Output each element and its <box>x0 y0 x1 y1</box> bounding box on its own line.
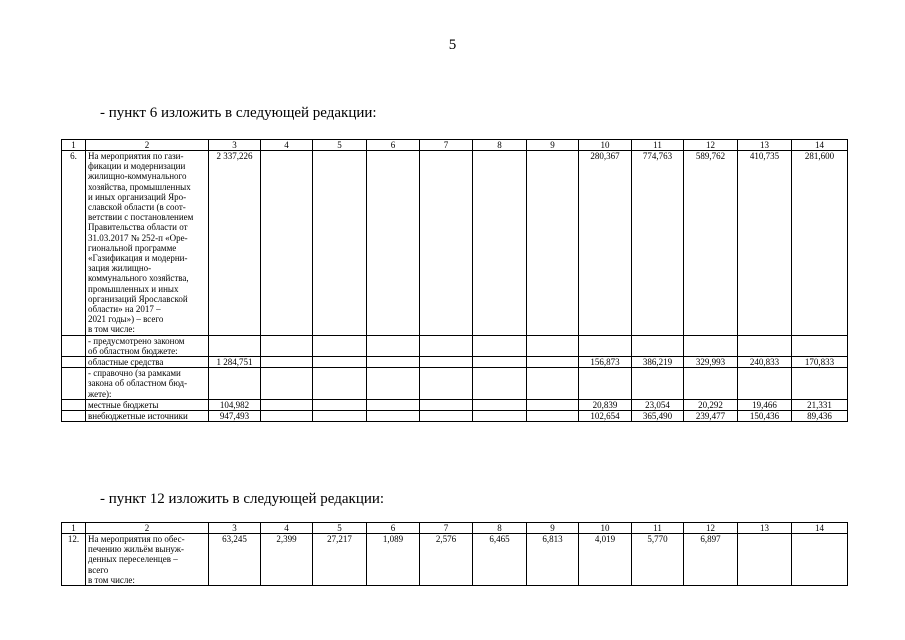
value-cell: 27,217 <box>313 534 367 586</box>
column-header: 14 <box>792 140 848 151</box>
row-number <box>62 368 86 400</box>
row-description: областные средства <box>86 357 209 368</box>
value-cell: 20,839 <box>579 399 632 410</box>
column-header: 1 <box>62 523 86 534</box>
table-row <box>62 368 848 400</box>
column-header: 2 <box>86 523 209 534</box>
row-description: На мероприятия по гази- фикации и модернизации жилищно-коммунального хозяйства, промышленных и иных организаций Яро- славской области (в соот- ветствии с постановлением Правительства области от 31.03.2017 № 252-п «Оре- гиональной программе «Газификация и модерни- зация жилищно- коммунального хозяйства, промышленных и иных организаций Ярославской области» на 2017 – 2021 годы») – всего в том числе: <box>86 151 209 336</box>
row-number <box>62 399 86 410</box>
row-number: 6. <box>62 151 86 336</box>
row-number <box>62 411 86 422</box>
value-cell: 6,813 <box>527 534 579 586</box>
value-cell <box>313 399 367 410</box>
value-cell: 21,331 <box>792 399 848 410</box>
value-cell <box>367 335 420 356</box>
value-cell <box>527 368 579 400</box>
value-cell: 20,292 <box>684 399 738 410</box>
value-cell <box>367 368 420 400</box>
value-cell: 2,399 <box>261 534 313 586</box>
value-cell <box>313 335 367 356</box>
value-cell <box>738 335 792 356</box>
value-cell: 2,576 <box>420 534 473 586</box>
value-cell <box>261 411 313 422</box>
value-cell: 947,493 <box>209 411 261 422</box>
value-cell: 329,993 <box>684 357 738 368</box>
column-header: 9 <box>527 523 579 534</box>
column-header: 9 <box>527 140 579 151</box>
value-cell <box>632 335 684 356</box>
row-number <box>62 335 86 356</box>
value-cell: 4,019 <box>579 534 632 586</box>
value-cell: 19,466 <box>738 399 792 410</box>
column-header: 3 <box>209 140 261 151</box>
value-cell: 89,436 <box>792 411 848 422</box>
value-cell <box>261 399 313 410</box>
value-cell: 280,367 <box>579 151 632 336</box>
value-cell <box>420 411 473 422</box>
value-cell <box>261 151 313 336</box>
row-number: 12. <box>62 534 86 586</box>
value-cell <box>420 335 473 356</box>
value-cell <box>313 357 367 368</box>
value-cell <box>473 399 527 410</box>
value-cell <box>684 335 738 356</box>
value-cell: 1,089 <box>367 534 420 586</box>
column-header: 13 <box>738 523 792 534</box>
value-cell: 281,600 <box>792 151 848 336</box>
value-cell <box>527 335 579 356</box>
value-cell <box>792 368 848 400</box>
value-cell <box>420 368 473 400</box>
value-cell: 6,897 <box>684 534 738 586</box>
column-header: 14 <box>792 523 848 534</box>
instruction-item-12: - пункт 12 изложить в следующей редакции: <box>100 491 385 507</box>
value-cell: 240,833 <box>738 357 792 368</box>
column-header: 11 <box>632 523 684 534</box>
row-description: - справочно (за рамками закона об областном бюд- жете): <box>86 368 209 400</box>
column-header: 2 <box>86 140 209 151</box>
value-cell <box>473 151 527 336</box>
value-cell <box>209 368 261 400</box>
value-cell <box>367 357 420 368</box>
value-cell <box>632 368 684 400</box>
value-cell <box>527 151 579 336</box>
column-header: 12 <box>684 140 738 151</box>
column-header: 7 <box>420 140 473 151</box>
value-cell: 386,219 <box>632 357 684 368</box>
table-row <box>62 335 848 356</box>
value-cell: 1 284,751 <box>209 357 261 368</box>
value-cell <box>684 368 738 400</box>
value-cell: 23,054 <box>632 399 684 410</box>
value-cell <box>367 399 420 410</box>
row-description: местные бюджеты <box>86 399 209 410</box>
value-cell <box>209 335 261 356</box>
table-row <box>62 411 848 422</box>
table-row <box>62 151 848 336</box>
value-cell <box>579 368 632 400</box>
column-header: 6 <box>367 523 420 534</box>
row-number <box>62 357 86 368</box>
value-cell <box>313 151 367 336</box>
value-cell: 774,763 <box>632 151 684 336</box>
row-description: - предусмотрено законом об областном бюджете: <box>86 335 209 356</box>
value-cell: 104,982 <box>209 399 261 410</box>
row-description: На мероприятия по обес- печению жильём вынуж- денных переселенцев – всего в том числе: <box>86 534 209 586</box>
column-header: 4 <box>261 523 313 534</box>
value-cell <box>420 399 473 410</box>
column-header: 10 <box>579 523 632 534</box>
column-header-row <box>62 140 848 151</box>
value-cell <box>367 151 420 336</box>
column-header: 1 <box>62 140 86 151</box>
table-row <box>62 534 848 586</box>
value-cell <box>473 368 527 400</box>
value-cell <box>367 411 420 422</box>
value-cell: 150,436 <box>738 411 792 422</box>
value-cell: 2 337,226 <box>209 151 261 336</box>
value-cell <box>420 151 473 336</box>
value-cell <box>473 411 527 422</box>
value-cell <box>738 534 792 586</box>
column-header: 5 <box>313 523 367 534</box>
table-row <box>62 357 848 368</box>
column-header: 13 <box>738 140 792 151</box>
column-header: 3 <box>209 523 261 534</box>
value-cell: 63,245 <box>209 534 261 586</box>
table-item-12 <box>61 522 848 586</box>
value-cell <box>738 368 792 400</box>
value-cell <box>261 368 313 400</box>
value-cell <box>527 399 579 410</box>
value-cell <box>313 368 367 400</box>
value-cell: 170,833 <box>792 357 848 368</box>
table-item-6 <box>61 139 848 422</box>
page-number: 5 <box>448 37 457 53</box>
column-header: 4 <box>261 140 313 151</box>
value-cell <box>527 411 579 422</box>
value-cell: 589,762 <box>684 151 738 336</box>
value-cell <box>527 357 579 368</box>
column-header: 11 <box>632 140 684 151</box>
column-header: 8 <box>473 140 527 151</box>
value-cell: 6,465 <box>473 534 527 586</box>
value-cell: 5,770 <box>632 534 684 586</box>
column-header-row <box>62 523 848 534</box>
instruction-item-6: - пункт 6 изложить в следующей редакции: <box>100 105 377 121</box>
column-header: 5 <box>313 140 367 151</box>
value-cell <box>473 357 527 368</box>
value-cell <box>473 335 527 356</box>
row-description: внебюджетные источники <box>86 411 209 422</box>
value-cell <box>792 534 848 586</box>
column-header: 6 <box>367 140 420 151</box>
value-cell: 239,477 <box>684 411 738 422</box>
column-header: 8 <box>473 523 527 534</box>
value-cell <box>420 357 473 368</box>
value-cell: 365,490 <box>632 411 684 422</box>
column-header: 10 <box>579 140 632 151</box>
value-cell <box>792 335 848 356</box>
value-cell: 410,735 <box>738 151 792 336</box>
column-header: 7 <box>420 523 473 534</box>
value-cell: 102,654 <box>579 411 632 422</box>
column-header: 12 <box>684 523 738 534</box>
value-cell <box>579 335 632 356</box>
value-cell <box>313 411 367 422</box>
value-cell <box>261 357 313 368</box>
value-cell <box>261 335 313 356</box>
table-row <box>62 399 848 410</box>
value-cell: 156,873 <box>579 357 632 368</box>
